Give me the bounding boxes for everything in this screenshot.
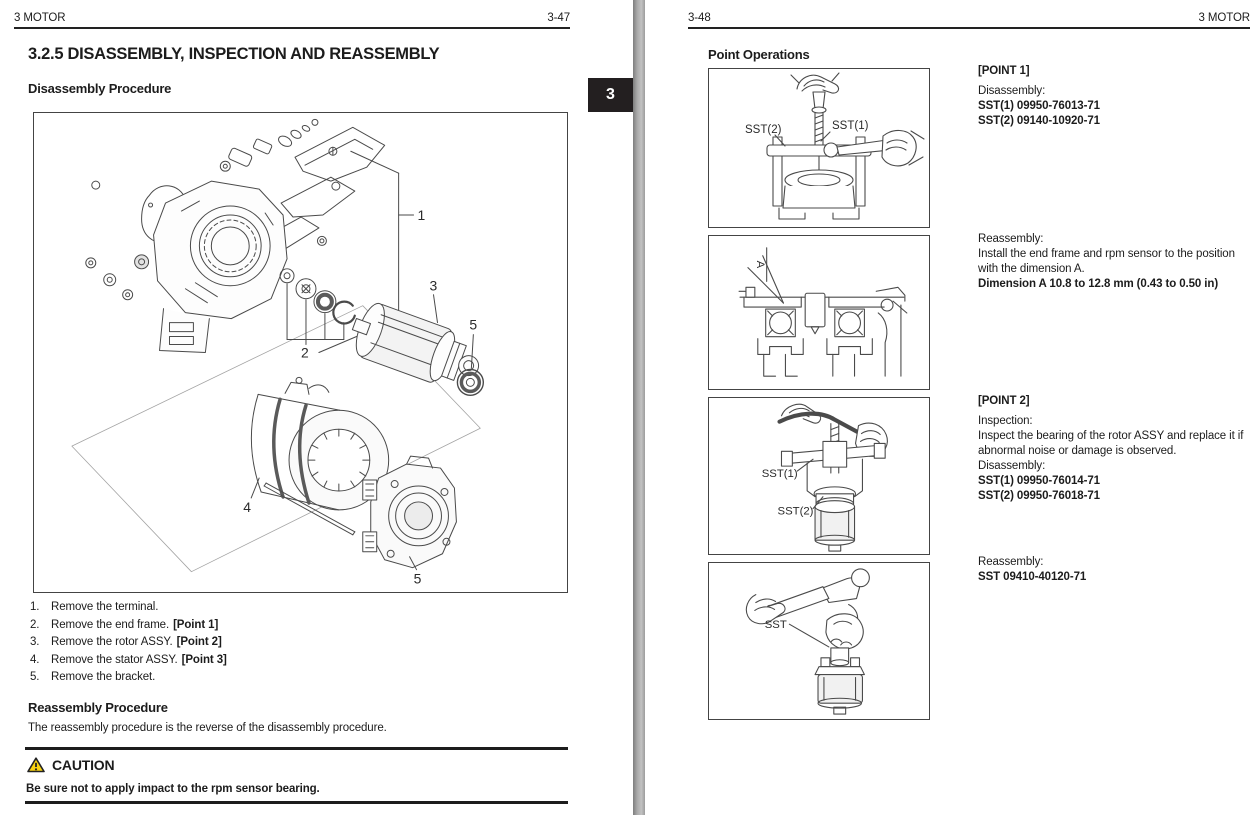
callout-2: 2 [300, 344, 309, 361]
section-title: 3.2.5 DISASSEMBLY, INSPECTION AND REASSEMBLY [28, 45, 440, 63]
step-point-ref: [Point 1] [173, 618, 219, 631]
step-text: Remove the terminal. [51, 601, 159, 613]
figure-point1-disassembly [708, 68, 930, 228]
sst-number: SST 09410-40120-71 [978, 571, 1087, 583]
header-page-number: 3-47 [547, 12, 570, 24]
exploded-motor-diagram [34, 113, 567, 592]
callout-5-bearing: 5 [469, 316, 478, 333]
page-gutter [633, 0, 645, 815]
step-item [30, 601, 550, 613]
point-operations-heading: Point Operations [708, 47, 810, 62]
inspection-instruction: abnormal noise or damage is observed. [978, 445, 1177, 457]
step-point-ref: [Point 3] [181, 653, 227, 666]
dimension-a-label: A [753, 260, 766, 269]
step-text: Remove the rotor ASSY. [51, 636, 173, 648]
sst-number: SST(1) 09950-76014-71 [978, 475, 1100, 487]
page-right [645, 0, 1257, 815]
disassembly-procedure-heading: Disassembly Procedure [28, 81, 172, 96]
page-header-right [688, 12, 1250, 29]
callout-1: 1 [417, 206, 426, 223]
reassembly-procedure-heading: Reassembly Procedure [28, 700, 168, 715]
header-chapter-title: 3 MOTOR [14, 12, 66, 24]
caution-label: CAUTION [52, 757, 115, 773]
warning-triangle-icon [27, 757, 45, 773]
figure-point2-disassembly [708, 397, 930, 555]
reassembly-instruction: Install the end frame and rpm sensor to the position [978, 248, 1235, 260]
point2-reassembly-text [978, 555, 1257, 585]
figure-point2-reassembly [708, 562, 930, 720]
exploded-view-figure [33, 112, 568, 593]
reassembly-procedure-text: The reassembly procedure is the reverse of the disassembly procedure. [28, 722, 387, 734]
point1-disassembly-text [978, 64, 1257, 129]
dimension-spec: Dimension A 10.8 to 12.8 mm (0.43 to 0.50 in) [978, 278, 1219, 290]
bearing-puller-illustration [709, 69, 929, 227]
inspection-label: Inspection: [978, 415, 1033, 427]
point1-title: [POINT 1] [978, 65, 1030, 77]
sst-number: SST(2) 09950-76018-71 [978, 490, 1100, 502]
hammer-sst-illustration [709, 563, 929, 719]
step-number: 1. [30, 601, 40, 613]
sst1-label: SST(1) [761, 467, 798, 480]
sst-number: SST(1) 09950-76013-71 [978, 100, 1100, 112]
point2-disassembly-text [978, 394, 1257, 504]
disassembly-label: Disassembly: [978, 85, 1046, 97]
step-number: 2. [30, 618, 40, 631]
step-number: 4. [30, 653, 40, 666]
step-text: Remove the end frame. [51, 618, 170, 631]
step-item [30, 671, 550, 683]
figure-point1-reassembly [708, 235, 930, 390]
callout-5-bracket: 5 [413, 570, 422, 587]
sst2-label: SST(2) [777, 505, 814, 518]
callout-4: 4 [243, 498, 251, 515]
caution-text: Be sure not to apply impact to the rpm sensor bearing. [26, 783, 320, 795]
reassembly-label: Reassembly: [978, 233, 1044, 245]
reassembly-instruction: with the dimension A. [978, 263, 1085, 275]
header-chapter-title: 3 MOTOR [1198, 12, 1250, 24]
page-header-left [14, 12, 570, 29]
caution-top-rule [25, 747, 568, 750]
rotor-puller-illustration [709, 398, 929, 554]
step-number: 3. [30, 636, 40, 648]
step-item [30, 636, 550, 648]
sst-number: SST(2) 09140-10920-71 [978, 115, 1100, 127]
inspection-instruction: Inspect the bearing of the rotor ASSY and replace it if [978, 430, 1244, 442]
step-text: Remove the bracket. [51, 671, 156, 683]
caution-bottom-rule [25, 801, 568, 804]
sst-label: SST [764, 619, 787, 632]
caution-heading [27, 757, 114, 773]
header-page-number: 3-48 [688, 12, 711, 24]
disassembly-label: Disassembly: [978, 460, 1046, 472]
sst2-label: SST(2) [745, 124, 782, 136]
disassembly-steps-list [30, 601, 550, 689]
sst1-label: SST(1) [832, 120, 869, 132]
step-text: Remove the stator ASSY. [51, 653, 178, 666]
reassembly-label: Reassembly: [978, 556, 1044, 568]
step-point-ref: [Point 2] [176, 636, 222, 648]
dimension-a-section-illustration [709, 236, 929, 389]
point1-reassembly-text [978, 232, 1257, 292]
point2-title: [POINT 2] [978, 395, 1030, 407]
step-item [30, 654, 550, 666]
step-number: 5. [30, 671, 40, 683]
callout-3: 3 [429, 277, 438, 294]
step-item [30, 619, 550, 631]
chapter-tab: 3 [588, 78, 633, 112]
